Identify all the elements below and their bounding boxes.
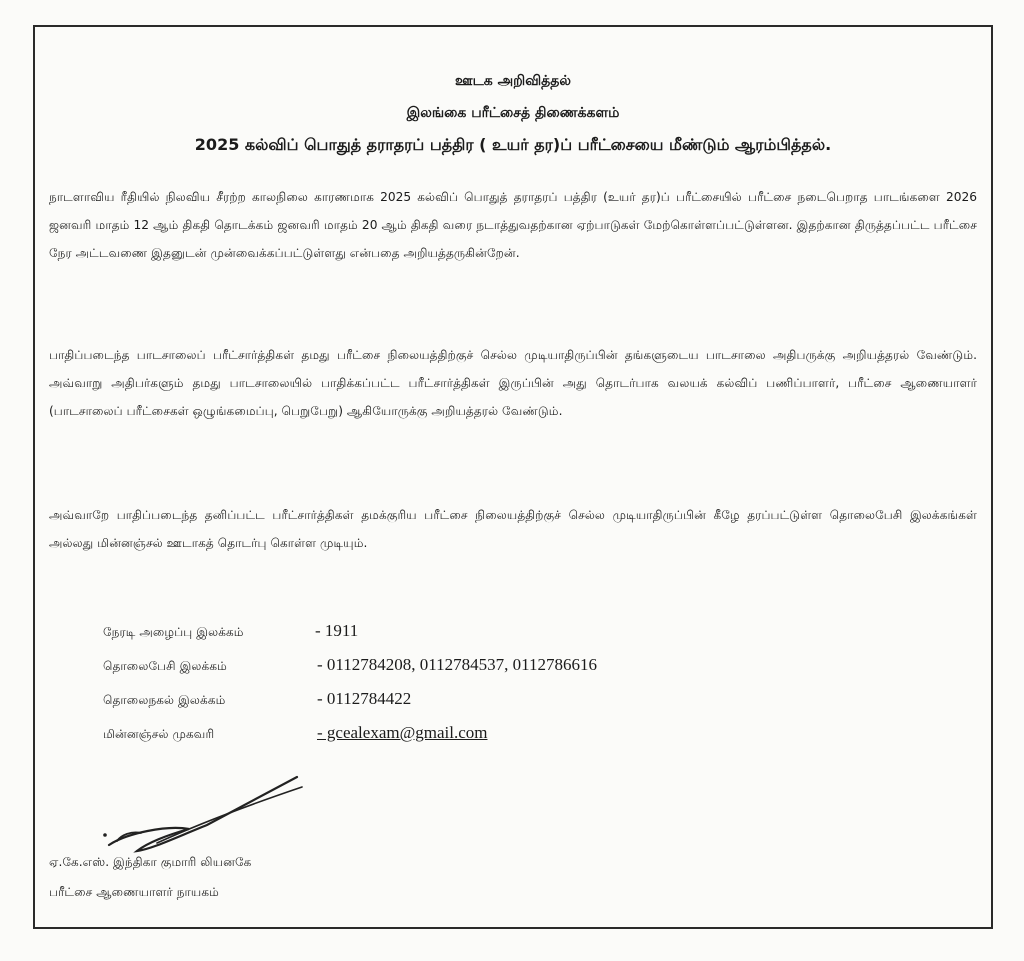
contact-value: - 0112784208, 0112784537, 0112786616 [317, 655, 598, 674]
contact-row-fax [103, 687, 803, 721]
contact-label: தொலைபேசி இலக்கம் [103, 659, 227, 673]
signer-title: பரீட்சை ஆணையாளர் நாயகம் [49, 885, 219, 899]
contact-row-phone [103, 653, 803, 687]
notice-title: 2025 கல்விப் பொதுத் தராதரப் பத்திர ( உயர் தர)ப் பரீட்சையை மீண்டும் ஆரம்பித்தல். [194, 135, 832, 154]
signer-name: ஏ.கே.எஸ். இந்திகா குமாரி லியனகே [49, 855, 252, 869]
contact-label: நேரடி அழைப்பு இலக்கம் [103, 625, 244, 639]
paragraph-1: நாடளாவிய ரீதியில் நிலவிய சீரற்ற காலநிலை காரணமாக 2025 கல்விப் பொதுத் தராதரப் பத்திர (உயர் தர)ப் பரீட்சையில் பரீட்சை நடைபெறாத பாடங்களை 2026 ஜனவரி மாதம் 12 ஆம் திகதி தொடக்கம் ஜனவரி மாதம் 20 ஆம் திகதி வரை நடாத்துவதற்கான ஏற்பாடுகள் மேற்கொள்ளப்பட்டுள்ளன. இதற்கான திருத்தப்பட்ட பரீட்சை நேர அட்டவணை இதனுடன் முன்வைக்கப்பட்டுள்ளது என்பதை அறியத்தருகின்றேன். [49, 190, 977, 260]
contact-row-direct [103, 619, 803, 653]
contact-value: - 1911 [315, 621, 359, 640]
contact-label: தொலைநகல் இலக்கம் [103, 693, 226, 707]
email-link[interactable]: - gcealexam@gmail.com [317, 723, 488, 742]
contact-value: - 0112784422 [317, 689, 412, 708]
contact-row-email [103, 721, 803, 755]
contact-label: மின்னஞ்சல் முகவரி [103, 727, 215, 741]
department-heading: இலங்கை பரீட்சைத் திணைக்களம் [406, 105, 620, 121]
contact-list [103, 619, 803, 755]
paragraph-3: அவ்வாறே பாதிப்படைந்த தனிப்பட்ட பரீட்சார்த்திகள் தமக்குரிய பரீட்சை நிலையத்திற்குச் செல்ல முடியாதிருப்பின் கீழே தரப்பட்டுள்ள தொலைபேசி இலக்கங்கள் அல்லது மின்னஞ்சல் ஊடாகத் தொடர்பு கொள்ள முடியும். [49, 508, 977, 550]
media-release-heading: ஊடக அறிவித்தல் [455, 73, 571, 89]
signer-block [49, 847, 251, 907]
paragraph-2: பாதிப்படைந்த பாடசாலைப் பரீட்சார்த்திகள் தமது பரீட்சை நிலையத்திற்குச் செல்ல முடியாதிருப்பின் தங்களுடைய பாடசாலை அதிபருக்கு அறியத்தரல் வேண்டும். அவ்வாறு அதிபர்களும் தமது பாடசாலையில் பாதிக்கப்பட்ட பரீட்சார்த்திகள் இருப்பின் அது தொடர்பாக வலயக் கல்விப் பணிப்பாளர், பரீட்சை ஆணையாளர் (பாடசாலைப் பரீட்சைகள் ஒழுங்கமைப்பு, பெறுபேறு) ஆகியோருக்கு அறியத்தரல் வேண்டும். [49, 348, 977, 418]
notice-frame [33, 25, 993, 929]
